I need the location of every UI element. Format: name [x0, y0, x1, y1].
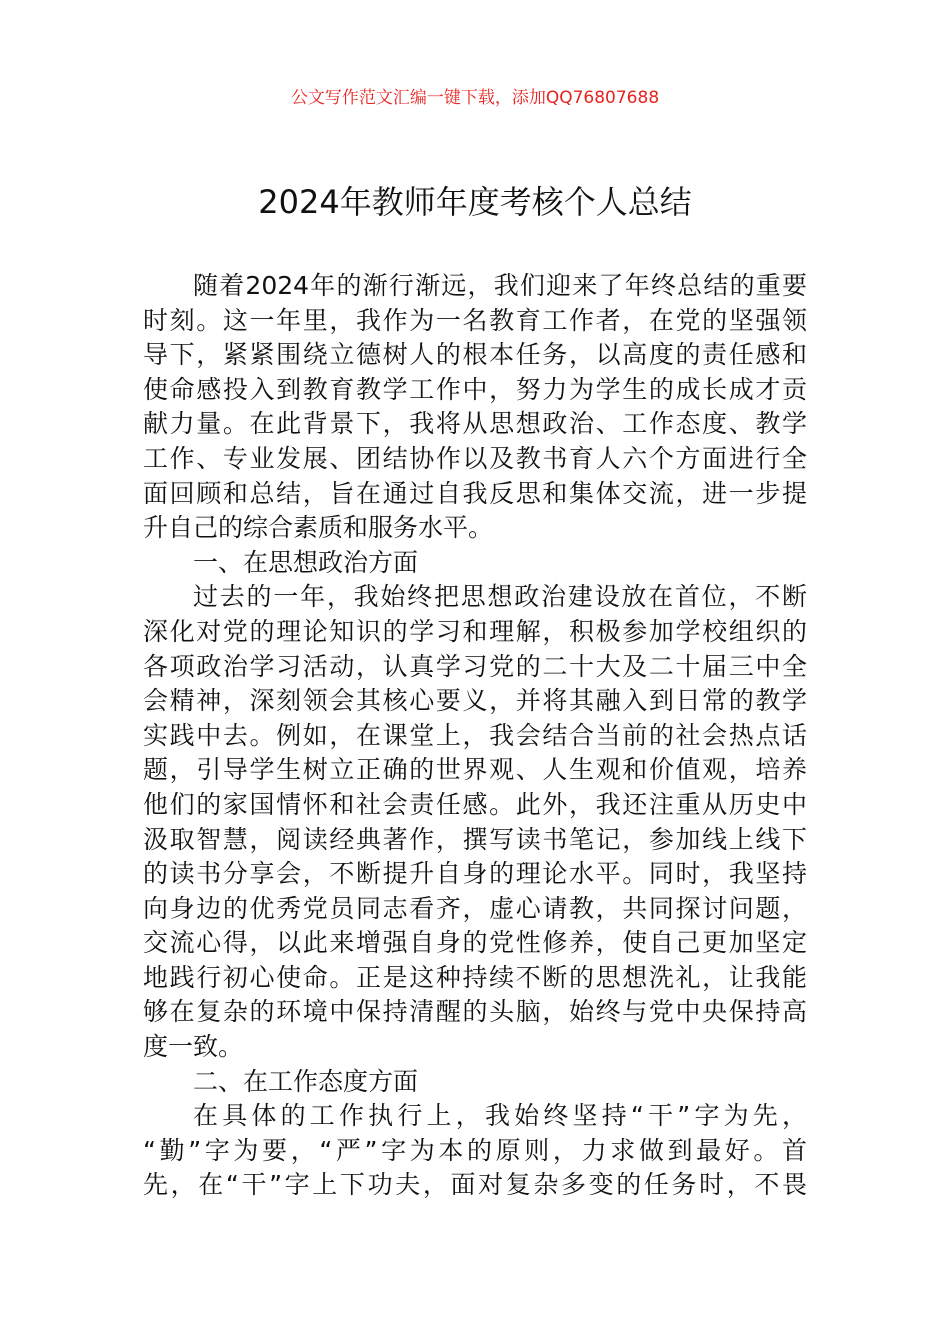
paragraph-line: 汲取智慧，阅读经典著作，撰写读书笔记，参加线上线下: [143, 824, 807, 854]
paragraph-line: 度一致。: [143, 1032, 244, 1062]
paragraph-line: 随着2024年的渐行渐远，我们迎来了年终总结的重要: [193, 271, 807, 300]
paragraph-line: 向身边的优秀党员同志看齐，虚心请教，共同探讨问题，: [143, 893, 807, 923]
paragraph-line: 工作、专业发展、团结协作以及教书育人六个方面进行全: [143, 443, 807, 473]
section-heading-1: 一、在思想政治方面: [193, 547, 419, 577]
paragraph-line: 使命感投入到教育教学工作中，努力为学生的成长成才贡: [143, 374, 807, 404]
paragraph-line: 深化对党的理论知识的学习和理解，积极参加学校组织的: [143, 616, 807, 646]
paragraph-line: 时刻。这一年里，我作为一名教育工作者，在党的坚强领: [143, 305, 807, 335]
paragraph-line: 在具体的工作执行上，我始终坚持“干”字为先，: [193, 1101, 807, 1131]
paragraph-line: 献力量。在此背景下，我将从思想政治、工作态度、教学: [143, 409, 807, 439]
paragraph-line: 题，引导学生树立正确的世界观、人生观和价值观，培养: [143, 755, 807, 785]
paragraph-line: 会精神，深刻领会其核心要义，并将其融入到日常的教学: [143, 686, 807, 716]
document-body: [143, 269, 807, 1203]
paragraph-line: 过去的一年，我始终把思想政治建设放在首位，不断: [193, 582, 807, 612]
paragraph-line: 实践中去。例如，在课堂上，我会结合当前的社会热点话: [143, 720, 807, 750]
document-title: 2024年教师年度考核个人总结: [258, 183, 692, 221]
paragraph-line: “勤”字为要，“严”字为本的原则，力求做到最好。首: [143, 1135, 807, 1165]
paragraph-line: 地践行初心使命。正是这种持续不断的思想洗礼，让我能: [143, 962, 807, 992]
paragraph-line: 的读书分享会，不断提升自身的理论水平。同时，我坚持: [143, 859, 807, 889]
paragraph-line: 够在复杂的环境中保持清醒的头脑，始终与党中央保持高: [143, 997, 807, 1027]
paragraph-line: 导下，紧紧围绕立德树人的根本任务，以高度的责任感和: [143, 340, 807, 370]
paragraph-line: 他们的家国情怀和社会责任感。此外，我还注重从历史中: [143, 789, 807, 819]
paragraph-line: 各项政治学习活动，认真学习党的二十大及二十届三中全: [143, 651, 807, 681]
download-banner: 公文写作范文汇编一键下载，添加QQ76807688: [290, 88, 660, 108]
section-heading-2: 二、在工作态度方面: [193, 1066, 419, 1096]
paragraph-line: 升自己的综合素质和服务水平。: [143, 513, 494, 543]
paragraph-line: 面回顾和总结，旨在通过自我反思和集体交流，进一步提: [143, 478, 807, 508]
paragraph-line: 先，在“干”字上下功夫，面对复杂多变的任务时，不畏: [143, 1170, 807, 1200]
paragraph-line: 交流心得，以此来增强自身的党性修养，使自己更加坚定: [143, 928, 807, 958]
